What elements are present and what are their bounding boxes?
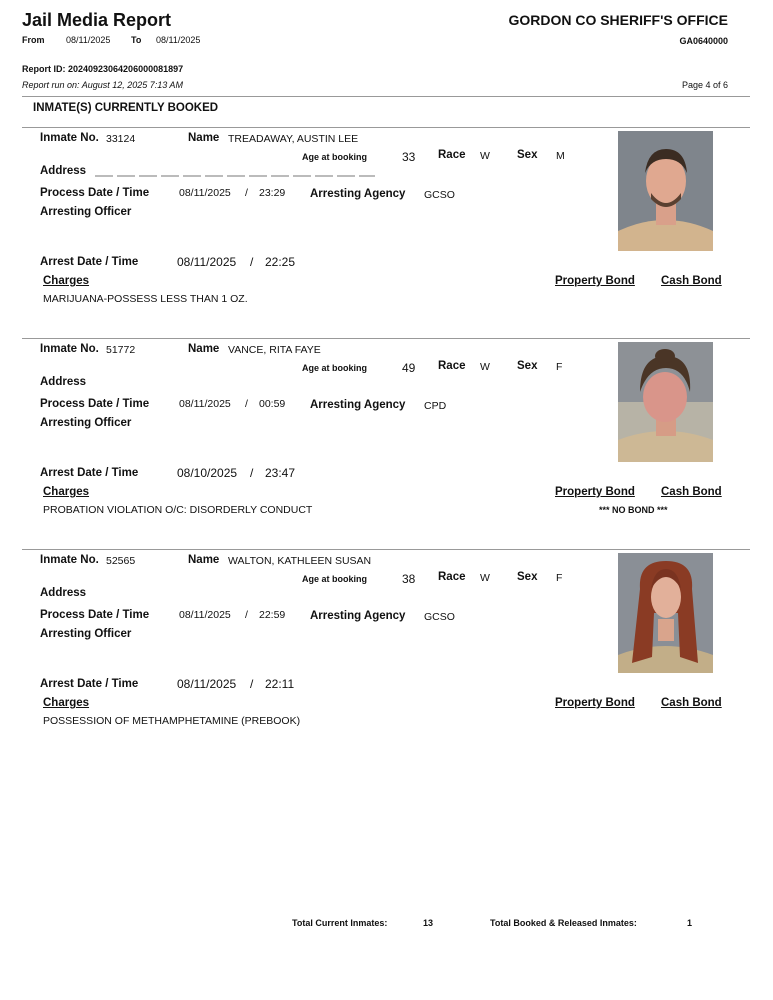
inmate-no-label: Inmate No.	[40, 554, 99, 566]
race-value: W	[480, 572, 490, 584]
process-date: 08/11/2025	[179, 609, 231, 621]
process-date: 08/11/2025	[179, 187, 231, 199]
age-label: Age at booking	[302, 574, 367, 584]
property-bond-label: Property Bond	[555, 275, 635, 287]
date-separator: /	[245, 398, 248, 410]
charge-text: POSSESSION OF METHAMPHETAMINE (PREBOOK)	[43, 715, 301, 727]
record-divider	[22, 127, 750, 128]
sex-label: Sex	[517, 149, 538, 161]
agency-ori: GA0640000	[679, 36, 728, 46]
age-value: 38	[402, 572, 416, 586]
agency-value: GCSO	[424, 189, 455, 201]
name-label: Name	[188, 343, 220, 355]
arrest-time: 22:11	[265, 677, 295, 691]
agency-value: CPD	[424, 400, 447, 412]
inmate-name: WALTON, KATHLEEN SUSAN	[228, 555, 372, 567]
officer-label: Arresting Officer	[40, 206, 132, 218]
cash-bond-label: Cash Bond	[661, 486, 722, 498]
agency-label: Arresting Agency	[310, 399, 406, 411]
agency-label: Arresting Agency	[310, 188, 406, 200]
portrait-icon	[618, 131, 713, 251]
charge-text: PROBATION VIOLATION O/C: DISORDERLY CONDUCT	[43, 504, 313, 516]
sex-label: Sex	[517, 360, 538, 372]
sex-label: Sex	[517, 571, 538, 583]
age-label: Age at booking	[302, 152, 367, 162]
agency-name: GORDON CO SHERIFF'S OFFICE	[508, 12, 728, 28]
date-separator: /	[250, 255, 254, 269]
race-label: Race	[438, 149, 466, 161]
agency-value: GCSO	[424, 611, 455, 623]
report-run-on: Report run on: August 12, 2025 7:13 AM	[22, 80, 183, 90]
bond-note: *** NO BOND ***	[599, 505, 668, 515]
address-label: Address	[40, 587, 87, 599]
agency-label: Arresting Agency	[310, 610, 406, 622]
record-divider	[22, 549, 750, 550]
section-title: INMATE(S) CURRENTLY BOOKED	[33, 102, 219, 114]
mugshot-photo	[618, 131, 713, 251]
arrest-label: Arrest Date / Time	[40, 467, 139, 479]
process-label: Process Date / Time	[40, 187, 150, 199]
inmate-name: TREADAWAY, AUSTIN LEE	[228, 133, 359, 145]
arrest-date: 08/11/2025	[177, 255, 237, 269]
charge-text: MARIJUANA-POSSESS LESS THAN 1 OZ.	[43, 293, 248, 305]
date-separator: /	[250, 677, 254, 691]
cash-bond-label: Cash Bond	[661, 275, 722, 287]
age-value: 49	[402, 361, 416, 375]
report-title: Jail Media Report	[22, 10, 172, 30]
date-separator: /	[245, 187, 248, 199]
name-label: Name	[188, 554, 220, 566]
cash-bond-label: Cash Bond	[661, 697, 722, 709]
from-date: 08/11/2025	[66, 35, 111, 45]
portrait-icon	[618, 553, 713, 673]
officer-label: Arresting Officer	[40, 417, 132, 429]
race-label: Race	[438, 360, 466, 372]
date-separator: /	[245, 609, 248, 621]
inmate-no: 51772	[106, 344, 136, 356]
arrest-date: 08/10/2025	[177, 466, 238, 480]
address-label: Address	[40, 165, 87, 177]
page-number: Page 4 of 6	[681, 80, 728, 90]
to-date: 08/11/2025	[156, 35, 201, 45]
portrait-icon	[618, 342, 713, 462]
mugshot-photo	[618, 553, 713, 673]
race-value: W	[480, 150, 490, 162]
inmate-no-label: Inmate No.	[40, 132, 99, 144]
process-time: 23:29	[259, 187, 286, 199]
arrest-time: 23:47	[265, 466, 296, 480]
inmate-no-label: Inmate No.	[40, 343, 99, 355]
to-label: To	[131, 35, 142, 45]
record-divider	[22, 338, 750, 339]
sex-value: M	[556, 150, 565, 162]
process-time: 22:59	[259, 609, 286, 621]
address-redacted	[95, 175, 375, 177]
total-current-label: Total Current Inmates:	[292, 918, 388, 928]
inmate-no: 33124	[106, 133, 136, 145]
date-separator: /	[250, 466, 254, 480]
process-date: 08/11/2025	[179, 398, 231, 410]
total-current-value: 13	[423, 918, 434, 928]
inmate-record	[0, 549, 773, 749]
charges-label: Charges	[43, 697, 90, 709]
process-time: 00:59	[259, 398, 286, 410]
name-label: Name	[188, 132, 220, 144]
header-divider	[22, 96, 750, 97]
charges-label: Charges	[43, 275, 90, 287]
sex-value: F	[556, 361, 563, 373]
inmate-record	[0, 127, 773, 327]
inmate-no: 52565	[106, 555, 136, 567]
sex-value: F	[556, 572, 563, 584]
inmate-name: VANCE, RITA FAYE	[228, 344, 321, 356]
arrest-label: Arrest Date / Time	[40, 678, 139, 690]
age-value: 33	[402, 150, 416, 164]
race-label: Race	[438, 571, 466, 583]
process-label: Process Date / Time	[40, 398, 150, 410]
race-value: W	[480, 361, 490, 373]
age-label: Age at booking	[302, 363, 367, 373]
total-released-value: 1	[687, 918, 693, 928]
officer-label: Arresting Officer	[40, 628, 132, 640]
property-bond-label: Property Bond	[555, 486, 635, 498]
mugshot-photo	[618, 342, 713, 462]
charges-label: Charges	[43, 486, 90, 498]
arrest-date: 08/11/2025	[177, 677, 237, 691]
address-label: Address	[40, 376, 87, 388]
property-bond-label: Property Bond	[555, 697, 635, 709]
arrest-label: Arrest Date / Time	[40, 256, 139, 268]
total-released-label: Total Booked & Released Inmates:	[490, 918, 637, 928]
from-label: From	[22, 35, 45, 45]
process-label: Process Date / Time	[40, 609, 150, 621]
inmate-record	[0, 338, 773, 538]
arrest-time: 22:25	[265, 255, 296, 269]
report-id: Report ID: 20240923064206000081897	[22, 64, 184, 74]
